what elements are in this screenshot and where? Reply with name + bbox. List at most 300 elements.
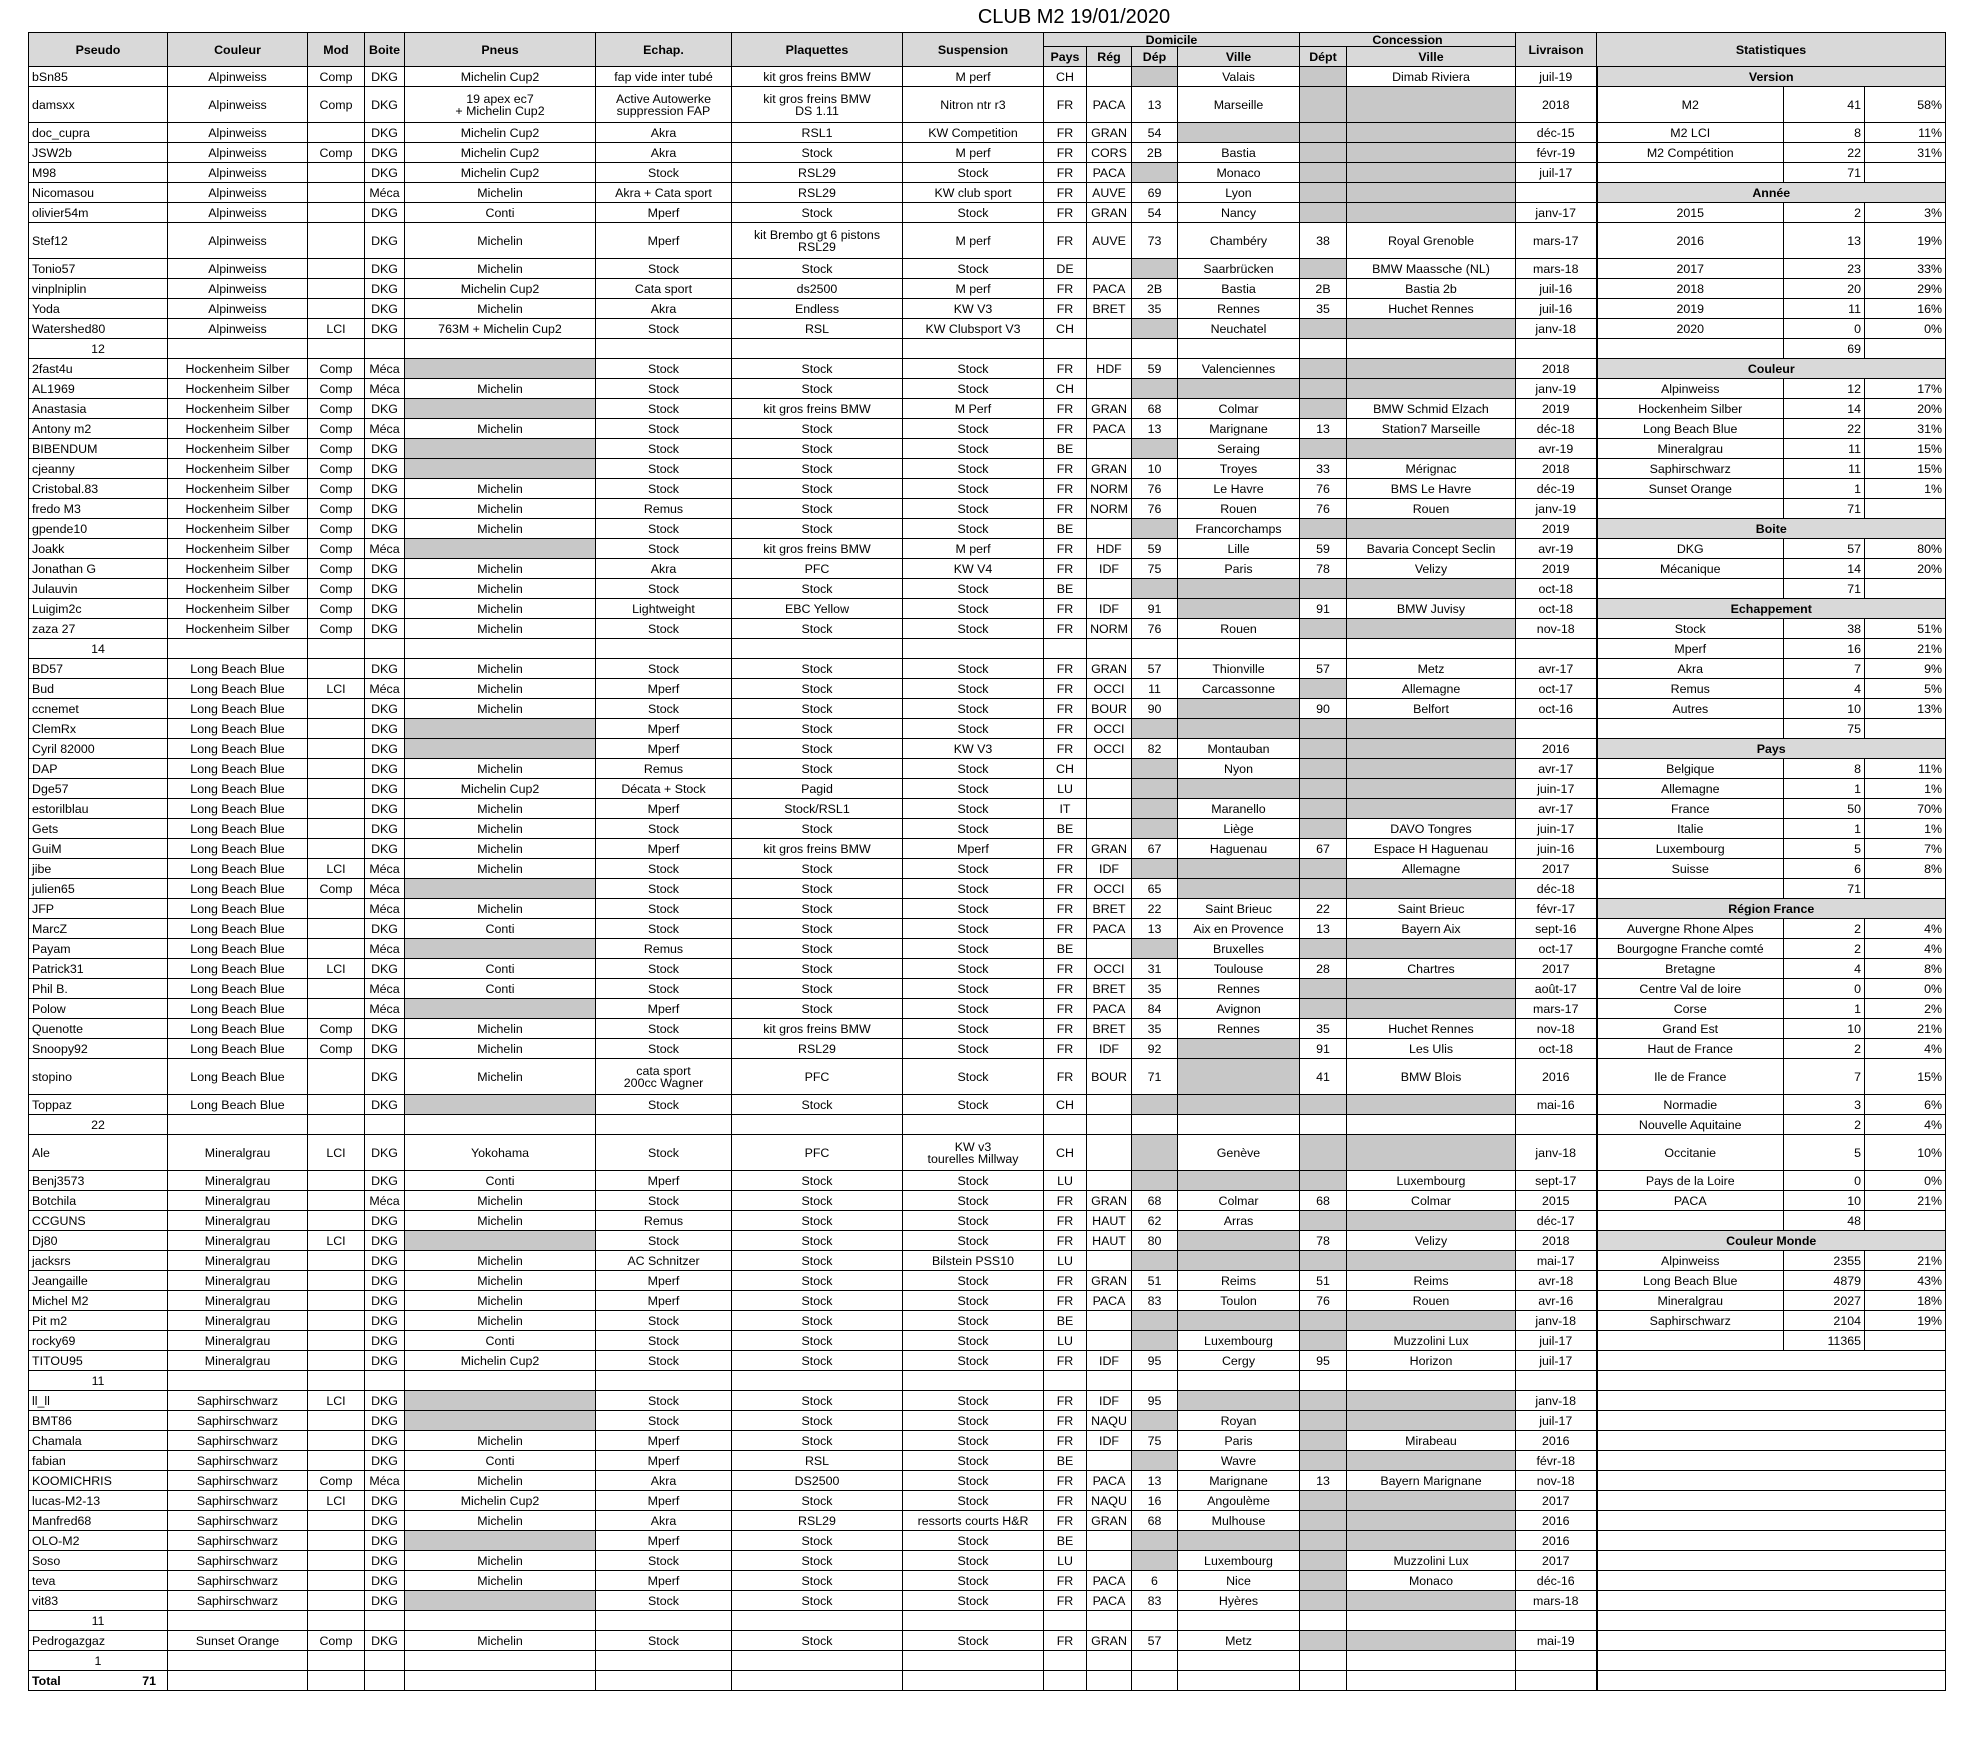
cell-dep: 10 bbox=[1132, 459, 1178, 479]
cell-concession-ville bbox=[1347, 779, 1516, 799]
cell-livraison: avr-16 bbox=[1516, 1291, 1597, 1311]
stats-count: 10 bbox=[1784, 699, 1865, 719]
cell-dep: 95 bbox=[1132, 1351, 1178, 1371]
cell-ville bbox=[1178, 1095, 1300, 1115]
cell-ville bbox=[1178, 1391, 1300, 1411]
cell-plaquettes: Stock bbox=[732, 479, 903, 499]
sheet-title: CLUB M2 19/01/2020 bbox=[977, 6, 1171, 28]
cell-livraison: mars-17 bbox=[1516, 223, 1597, 259]
cell-pseudo: Payam bbox=[29, 939, 168, 959]
empty-cell bbox=[596, 1671, 732, 1691]
cell-echap: Stock bbox=[596, 819, 732, 839]
cell-mod bbox=[308, 1511, 365, 1531]
cell-ville: Marseille bbox=[1178, 87, 1300, 123]
cell-concession-ville: Muzzolini Lux bbox=[1347, 1551, 1516, 1571]
cell-suspension: KW V4 bbox=[903, 559, 1044, 579]
empty-cell bbox=[1516, 639, 1597, 659]
cell-dep: 68 bbox=[1132, 1511, 1178, 1531]
cell-livraison: avr-19 bbox=[1516, 439, 1597, 459]
cell-dept bbox=[1300, 1531, 1347, 1551]
cell-dept bbox=[1300, 203, 1347, 223]
cell-ville: Wavre bbox=[1178, 1451, 1300, 1471]
cell-pneus: Michelin bbox=[405, 1471, 596, 1491]
cell-boite: DKG bbox=[365, 559, 405, 579]
stats-label: 2019 bbox=[1597, 299, 1784, 319]
stats-percent: 31% bbox=[1865, 143, 1946, 163]
cell-ville: Nancy bbox=[1178, 203, 1300, 223]
cell-reg: GRAN bbox=[1087, 659, 1132, 679]
table-row bbox=[29, 699, 1946, 719]
cell-boite: DKG bbox=[365, 1571, 405, 1591]
cell-echap: Mperf bbox=[596, 1171, 732, 1191]
cell-pays: FR bbox=[1044, 1511, 1087, 1531]
cell-plaquettes: PFC bbox=[732, 559, 903, 579]
cell-livraison: mars-18 bbox=[1516, 1591, 1597, 1611]
cell-echap: Stock bbox=[596, 659, 732, 679]
cell-livraison: mai-16 bbox=[1516, 1095, 1597, 1115]
cell-echap: Mperf bbox=[596, 1291, 732, 1311]
cell-dept: 59 bbox=[1300, 539, 1347, 559]
cell-concession-ville bbox=[1347, 203, 1516, 223]
header-concession-ville: Ville bbox=[1347, 47, 1516, 67]
cell-pneus bbox=[405, 459, 596, 479]
cell-pneus: Michelin bbox=[405, 1019, 596, 1039]
cell-concession-ville: Mérignac bbox=[1347, 459, 1516, 479]
cell-plaquettes: Stock bbox=[732, 679, 903, 699]
cell-dept bbox=[1300, 1451, 1347, 1471]
cell-echap: Mperf bbox=[596, 223, 732, 259]
cell-livraison: 2016 bbox=[1516, 739, 1597, 759]
cell-plaquettes: Stock bbox=[732, 1551, 903, 1571]
cell-pneus bbox=[405, 1591, 596, 1611]
cell-reg bbox=[1087, 1311, 1132, 1331]
cell-pseudo: Soso bbox=[29, 1551, 168, 1571]
table-row bbox=[29, 1531, 1946, 1551]
cell-plaquettes: kit Brembo gt 6 pistons RSL29 bbox=[732, 223, 903, 259]
cell-mod: Comp bbox=[308, 479, 365, 499]
cell-mod: Comp bbox=[308, 419, 365, 439]
cell-pseudo: Manfred68 bbox=[29, 1511, 168, 1531]
empty-cell bbox=[1044, 639, 1087, 659]
cell-reg: OCCI bbox=[1087, 719, 1132, 739]
cell-ville bbox=[1178, 719, 1300, 739]
stats-percent: 58% bbox=[1865, 87, 1946, 123]
cell-livraison: juil-17 bbox=[1516, 163, 1597, 183]
cell-plaquettes: Stock bbox=[732, 439, 903, 459]
cell-reg: NORM bbox=[1087, 619, 1132, 639]
cell-dep: 35 bbox=[1132, 1019, 1178, 1039]
cell-pneus: Michelin bbox=[405, 799, 596, 819]
empty-cell bbox=[405, 1115, 596, 1135]
cell-livraison: mai-17 bbox=[1516, 1251, 1597, 1271]
cell-couleur: Saphirschwarz bbox=[168, 1591, 308, 1611]
cell-boite: Méca bbox=[365, 1191, 405, 1211]
cell-pays: FR bbox=[1044, 163, 1087, 183]
cell-concession-ville: Colmar bbox=[1347, 1191, 1516, 1211]
cell-suspension: KW V3 bbox=[903, 739, 1044, 759]
cell-mod: Comp bbox=[308, 619, 365, 639]
cell-boite: DKG bbox=[365, 1431, 405, 1451]
cell-livraison: 2019 bbox=[1516, 519, 1597, 539]
cell-plaquettes: Stock bbox=[732, 579, 903, 599]
cell-livraison: 2019 bbox=[1516, 399, 1597, 419]
cell-concession-ville bbox=[1347, 359, 1516, 379]
cell-pays: FR bbox=[1044, 1491, 1087, 1511]
cell-boite: DKG bbox=[365, 223, 405, 259]
cell-suspension: KW V3 bbox=[903, 299, 1044, 319]
cell-couleur: Hockenheim Silber bbox=[168, 519, 308, 539]
cell-concession-ville: Les Ulis bbox=[1347, 1039, 1516, 1059]
table-row bbox=[29, 319, 1946, 339]
stats-percent: 11% bbox=[1865, 759, 1946, 779]
cell-couleur: Alpinweiss bbox=[168, 87, 308, 123]
cell-pays: BE bbox=[1044, 819, 1087, 839]
cell-dep: 75 bbox=[1132, 559, 1178, 579]
header-pays: Pays bbox=[1044, 47, 1087, 67]
stats-count: 6 bbox=[1784, 859, 1865, 879]
cell-ville: Nice bbox=[1178, 1571, 1300, 1591]
cell-dep: 75 bbox=[1132, 1431, 1178, 1451]
cell-livraison: févr-17 bbox=[1516, 899, 1597, 919]
cell-ville bbox=[1178, 1531, 1300, 1551]
cell-echap: Stock bbox=[596, 979, 732, 999]
cell-pseudo: Botchila bbox=[29, 1191, 168, 1211]
cell-ville bbox=[1178, 859, 1300, 879]
cell-pays: FR bbox=[1044, 1039, 1087, 1059]
cell-mod: Comp bbox=[308, 1039, 365, 1059]
cell-concession-ville: BMW Blois bbox=[1347, 1059, 1516, 1095]
table-row bbox=[29, 1451, 1946, 1471]
cell-suspension: Stock bbox=[903, 1471, 1044, 1491]
cell-plaquettes: RSL29 bbox=[732, 1039, 903, 1059]
cell-echap: Stock bbox=[596, 1631, 732, 1651]
cell-dept: 35 bbox=[1300, 1019, 1347, 1039]
cell-mod: LCI bbox=[308, 319, 365, 339]
cell-mod bbox=[308, 719, 365, 739]
cell-pseudo: JFP bbox=[29, 899, 168, 919]
cell-pays: FR bbox=[1044, 1631, 1087, 1651]
cell-pays: FR bbox=[1044, 739, 1087, 759]
cell-ville: Cergy bbox=[1178, 1351, 1300, 1371]
cell-couleur: Long Beach Blue bbox=[168, 699, 308, 719]
cell-dep bbox=[1132, 719, 1178, 739]
stats-percent: 8% bbox=[1865, 859, 1946, 879]
cell-ville: Francorchamps bbox=[1178, 519, 1300, 539]
cell-echap: Mperf bbox=[596, 1571, 732, 1591]
empty-cell bbox=[308, 1671, 365, 1691]
cell-plaquettes: RSL29 bbox=[732, 1511, 903, 1531]
stats-label: 2020 bbox=[1597, 319, 1784, 339]
empty-cell bbox=[1178, 639, 1300, 659]
cell-pays: BE bbox=[1044, 939, 1087, 959]
cell-ville: Reims bbox=[1178, 1271, 1300, 1291]
stats-label: Grand Est bbox=[1597, 1019, 1784, 1039]
header-statistiques: Statistiques bbox=[1597, 33, 1946, 67]
stats-empty bbox=[1597, 1431, 1946, 1451]
cell-dep: 76 bbox=[1132, 479, 1178, 499]
stats-count: 1 bbox=[1784, 779, 1865, 799]
cell-pseudo: KOOMICHRIS bbox=[29, 1471, 168, 1491]
cell-couleur: Long Beach Blue bbox=[168, 979, 308, 999]
stats-count: 2 bbox=[1784, 919, 1865, 939]
cell-ville: Lyon bbox=[1178, 183, 1300, 203]
cell-livraison: 2017 bbox=[1516, 1491, 1597, 1511]
table-row bbox=[29, 1671, 1946, 1691]
cell-pneus bbox=[405, 719, 596, 739]
cell-livraison: déc-18 bbox=[1516, 419, 1597, 439]
empty-cell bbox=[168, 1371, 308, 1391]
cell-mod bbox=[308, 123, 365, 143]
cell-echap: Mperf bbox=[596, 719, 732, 739]
stats-percent: 21% bbox=[1865, 1019, 1946, 1039]
stats-section-header: Version bbox=[1597, 67, 1946, 87]
cell-concession-ville bbox=[1347, 1251, 1516, 1271]
stats-percent: 9% bbox=[1865, 659, 1946, 679]
cell-ville: Avignon bbox=[1178, 999, 1300, 1019]
cell-concession-ville: Bastia 2b bbox=[1347, 279, 1516, 299]
cell-concession-ville bbox=[1347, 1211, 1516, 1231]
cell-reg: OCCI bbox=[1087, 739, 1132, 759]
cell-reg bbox=[1087, 759, 1132, 779]
cell-boite: DKG bbox=[365, 819, 405, 839]
cell-plaquettes: Stock bbox=[732, 499, 903, 519]
cell-dep: 68 bbox=[1132, 1191, 1178, 1211]
cell-plaquettes: RSL bbox=[732, 1451, 903, 1471]
cell-ville: Genève bbox=[1178, 1135, 1300, 1171]
cell-dept: 78 bbox=[1300, 559, 1347, 579]
total-count: 71 bbox=[142, 1673, 156, 1688]
cell-mod bbox=[308, 203, 365, 223]
cell-echap: Stock bbox=[596, 1095, 732, 1115]
cell-concession-ville bbox=[1347, 1631, 1516, 1651]
cell-dept bbox=[1300, 439, 1347, 459]
cell-pneus: Michelin bbox=[405, 379, 596, 399]
cell-dep: 54 bbox=[1132, 203, 1178, 223]
cell-pseudo: cjeanny bbox=[29, 459, 168, 479]
cell-boite: DKG bbox=[365, 1211, 405, 1231]
cell-pays: FR bbox=[1044, 599, 1087, 619]
stats-label: Occitanie bbox=[1597, 1135, 1784, 1171]
cell-livraison: avr-17 bbox=[1516, 759, 1597, 779]
cell-dep: 2B bbox=[1132, 279, 1178, 299]
cell-pays: FR bbox=[1044, 299, 1087, 319]
cell-concession-ville: Reims bbox=[1347, 1271, 1516, 1291]
cell-suspension: Stock bbox=[903, 1291, 1044, 1311]
cell-pneus: 19 apex ec7 + Michelin Cup2 bbox=[405, 87, 596, 123]
cell-couleur: Hockenheim Silber bbox=[168, 479, 308, 499]
stats-label bbox=[1597, 1331, 1784, 1351]
cell-pneus: Michelin bbox=[405, 1551, 596, 1571]
empty-cell bbox=[1087, 1611, 1132, 1631]
cell-mod: Comp bbox=[308, 539, 365, 559]
cell-pays: FR bbox=[1044, 143, 1087, 163]
cell-concession-ville bbox=[1347, 1135, 1516, 1171]
cell-reg bbox=[1087, 1095, 1132, 1115]
empty-cell bbox=[1044, 339, 1087, 359]
cell-livraison: oct-18 bbox=[1516, 599, 1597, 619]
empty-cell bbox=[1044, 1371, 1087, 1391]
empty-cell bbox=[308, 1371, 365, 1391]
cell-plaquettes: Stock bbox=[732, 919, 903, 939]
cell-suspension: Stock bbox=[903, 1571, 1044, 1591]
cell-concession-ville bbox=[1347, 519, 1516, 539]
table-row bbox=[29, 379, 1946, 399]
cell-couleur: Long Beach Blue bbox=[168, 859, 308, 879]
cell-suspension: Stock bbox=[903, 879, 1044, 899]
cell-pseudo: Luigim2c bbox=[29, 599, 168, 619]
stats-label: Belgique bbox=[1597, 759, 1784, 779]
cell-dept: 13 bbox=[1300, 419, 1347, 439]
cell-suspension: Stock bbox=[903, 1095, 1044, 1115]
cell-echap: Akra bbox=[596, 1511, 732, 1531]
cell-pseudo: Joakk bbox=[29, 539, 168, 559]
cell-dept: 28 bbox=[1300, 959, 1347, 979]
cell-reg bbox=[1087, 1251, 1132, 1271]
stats-label: France bbox=[1597, 799, 1784, 819]
cell-pays: FR bbox=[1044, 399, 1087, 419]
table-row bbox=[29, 1651, 1946, 1671]
cell-couleur: Long Beach Blue bbox=[168, 1019, 308, 1039]
cell-couleur: Mineralgrau bbox=[168, 1231, 308, 1251]
cell-pneus: Michelin bbox=[405, 759, 596, 779]
header-livraison: Livraison bbox=[1516, 33, 1597, 67]
cell-ville: Marignane bbox=[1178, 1471, 1300, 1491]
cell-mod: LCI bbox=[308, 859, 365, 879]
cell-dept: 68 bbox=[1300, 1191, 1347, 1211]
cell-concession-ville: Velizy bbox=[1347, 559, 1516, 579]
cell-mod bbox=[308, 1095, 365, 1115]
cell-echap: Remus bbox=[596, 759, 732, 779]
cell-dep: 59 bbox=[1132, 359, 1178, 379]
cell-pneus: Michelin bbox=[405, 839, 596, 859]
stats-percent: 21% bbox=[1865, 1251, 1946, 1271]
cell-reg: HAUT bbox=[1087, 1211, 1132, 1231]
stats-label: Sunset Orange bbox=[1597, 479, 1784, 499]
cell-livraison: nov-18 bbox=[1516, 619, 1597, 639]
cell-plaquettes: RSL1 bbox=[732, 123, 903, 143]
stats-percent: 17% bbox=[1865, 379, 1946, 399]
cell-dep: 71 bbox=[1132, 1059, 1178, 1095]
cell-reg: OCCI bbox=[1087, 879, 1132, 899]
cell-dep: 54 bbox=[1132, 123, 1178, 143]
cell-concession-ville: DAVO Tongres bbox=[1347, 819, 1516, 839]
cell-mod: Comp bbox=[308, 559, 365, 579]
stats-label: Remus bbox=[1597, 679, 1784, 699]
cell-reg: GRAN bbox=[1087, 459, 1132, 479]
cell-boite: Méca bbox=[365, 979, 405, 999]
cell-mod: Comp bbox=[308, 143, 365, 163]
cell-echap: Stock bbox=[596, 1019, 732, 1039]
cell-pneus bbox=[405, 439, 596, 459]
cell-livraison: oct-18 bbox=[1516, 579, 1597, 599]
stats-label: Italie bbox=[1597, 819, 1784, 839]
cell-reg bbox=[1087, 439, 1132, 459]
table-row bbox=[29, 87, 1946, 123]
cell-pseudo: damsxx bbox=[29, 87, 168, 123]
group-count-cell: 11 bbox=[29, 1611, 168, 1631]
stats-percent bbox=[1865, 719, 1946, 739]
cell-boite: DKG bbox=[365, 519, 405, 539]
empty-cell bbox=[1516, 1651, 1597, 1671]
cell-echap: Stock bbox=[596, 1191, 732, 1211]
cell-plaquettes: Stock bbox=[732, 1571, 903, 1591]
cell-pseudo: gpende10 bbox=[29, 519, 168, 539]
cell-ville: Paris bbox=[1178, 559, 1300, 579]
cell-mod: Comp bbox=[308, 499, 365, 519]
cell-suspension: KW Clubsport V3 bbox=[903, 319, 1044, 339]
cell-couleur: Saphirschwarz bbox=[168, 1551, 308, 1571]
cell-couleur: Alpinweiss bbox=[168, 143, 308, 163]
cell-boite: Méca bbox=[365, 679, 405, 699]
cell-plaquettes: Stock bbox=[732, 459, 903, 479]
cell-plaquettes: Stock bbox=[732, 819, 903, 839]
cell-ville: Thionville bbox=[1178, 659, 1300, 679]
cell-concession-ville bbox=[1347, 799, 1516, 819]
cell-echap: Akra + Cata sport bbox=[596, 183, 732, 203]
cell-boite: DKG bbox=[365, 799, 405, 819]
cell-suspension: Stock bbox=[903, 1171, 1044, 1191]
cell-pneus: Conti bbox=[405, 203, 596, 223]
cell-pneus: Michelin bbox=[405, 1039, 596, 1059]
table-row bbox=[29, 619, 1946, 639]
stats-count: 2104 bbox=[1784, 1311, 1865, 1331]
stats-count: 22 bbox=[1784, 143, 1865, 163]
empty-cell bbox=[365, 1651, 405, 1671]
cell-couleur: Alpinweiss bbox=[168, 163, 308, 183]
cell-pseudo: M98 bbox=[29, 163, 168, 183]
empty-cell bbox=[308, 1611, 365, 1631]
cell-boite: DKG bbox=[365, 259, 405, 279]
cell-pneus: Michelin Cup2 bbox=[405, 1351, 596, 1371]
empty-cell bbox=[732, 1611, 903, 1631]
cell-dept bbox=[1300, 1211, 1347, 1231]
cell-suspension: Stock bbox=[903, 1231, 1044, 1251]
cell-livraison: juil-17 bbox=[1516, 1411, 1597, 1431]
cell-mod: LCI bbox=[308, 1135, 365, 1171]
stats-count: 11 bbox=[1784, 439, 1865, 459]
cell-mod bbox=[308, 1551, 365, 1571]
stats-count: 0 bbox=[1784, 979, 1865, 999]
stats-count: 7 bbox=[1784, 1059, 1865, 1095]
cell-pays: IT bbox=[1044, 799, 1087, 819]
empty-cell bbox=[1132, 1611, 1178, 1631]
cell-livraison: juin-16 bbox=[1516, 839, 1597, 859]
cell-echap: Akra bbox=[596, 1471, 732, 1491]
cell-pays: FR bbox=[1044, 839, 1087, 859]
empty-cell bbox=[1347, 339, 1516, 359]
cell-plaquettes: kit gros freins BMW DS 1.11 bbox=[732, 87, 903, 123]
table-row bbox=[29, 919, 1946, 939]
cell-ville: Seraing bbox=[1178, 439, 1300, 459]
cell-livraison bbox=[1516, 183, 1597, 203]
cell-boite: Méca bbox=[365, 359, 405, 379]
cell-ville: Bruxelles bbox=[1178, 939, 1300, 959]
cell-pseudo: fabian bbox=[29, 1451, 168, 1471]
table-row bbox=[29, 183, 1946, 203]
cell-concession-ville: Huchet Rennes bbox=[1347, 299, 1516, 319]
cell-plaquettes: kit gros freins BMW bbox=[732, 839, 903, 859]
cell-dep: 57 bbox=[1132, 659, 1178, 679]
cell-concession-ville bbox=[1347, 999, 1516, 1019]
cell-suspension: Stock bbox=[903, 359, 1044, 379]
stats-count: 23 bbox=[1784, 259, 1865, 279]
cell-dept bbox=[1300, 759, 1347, 779]
stats-label: Saphirschwarz bbox=[1597, 459, 1784, 479]
cell-pays: FR bbox=[1044, 959, 1087, 979]
cell-pneus: Michelin bbox=[405, 223, 596, 259]
cell-suspension: Stock bbox=[903, 819, 1044, 839]
cell-boite: DKG bbox=[365, 1331, 405, 1351]
